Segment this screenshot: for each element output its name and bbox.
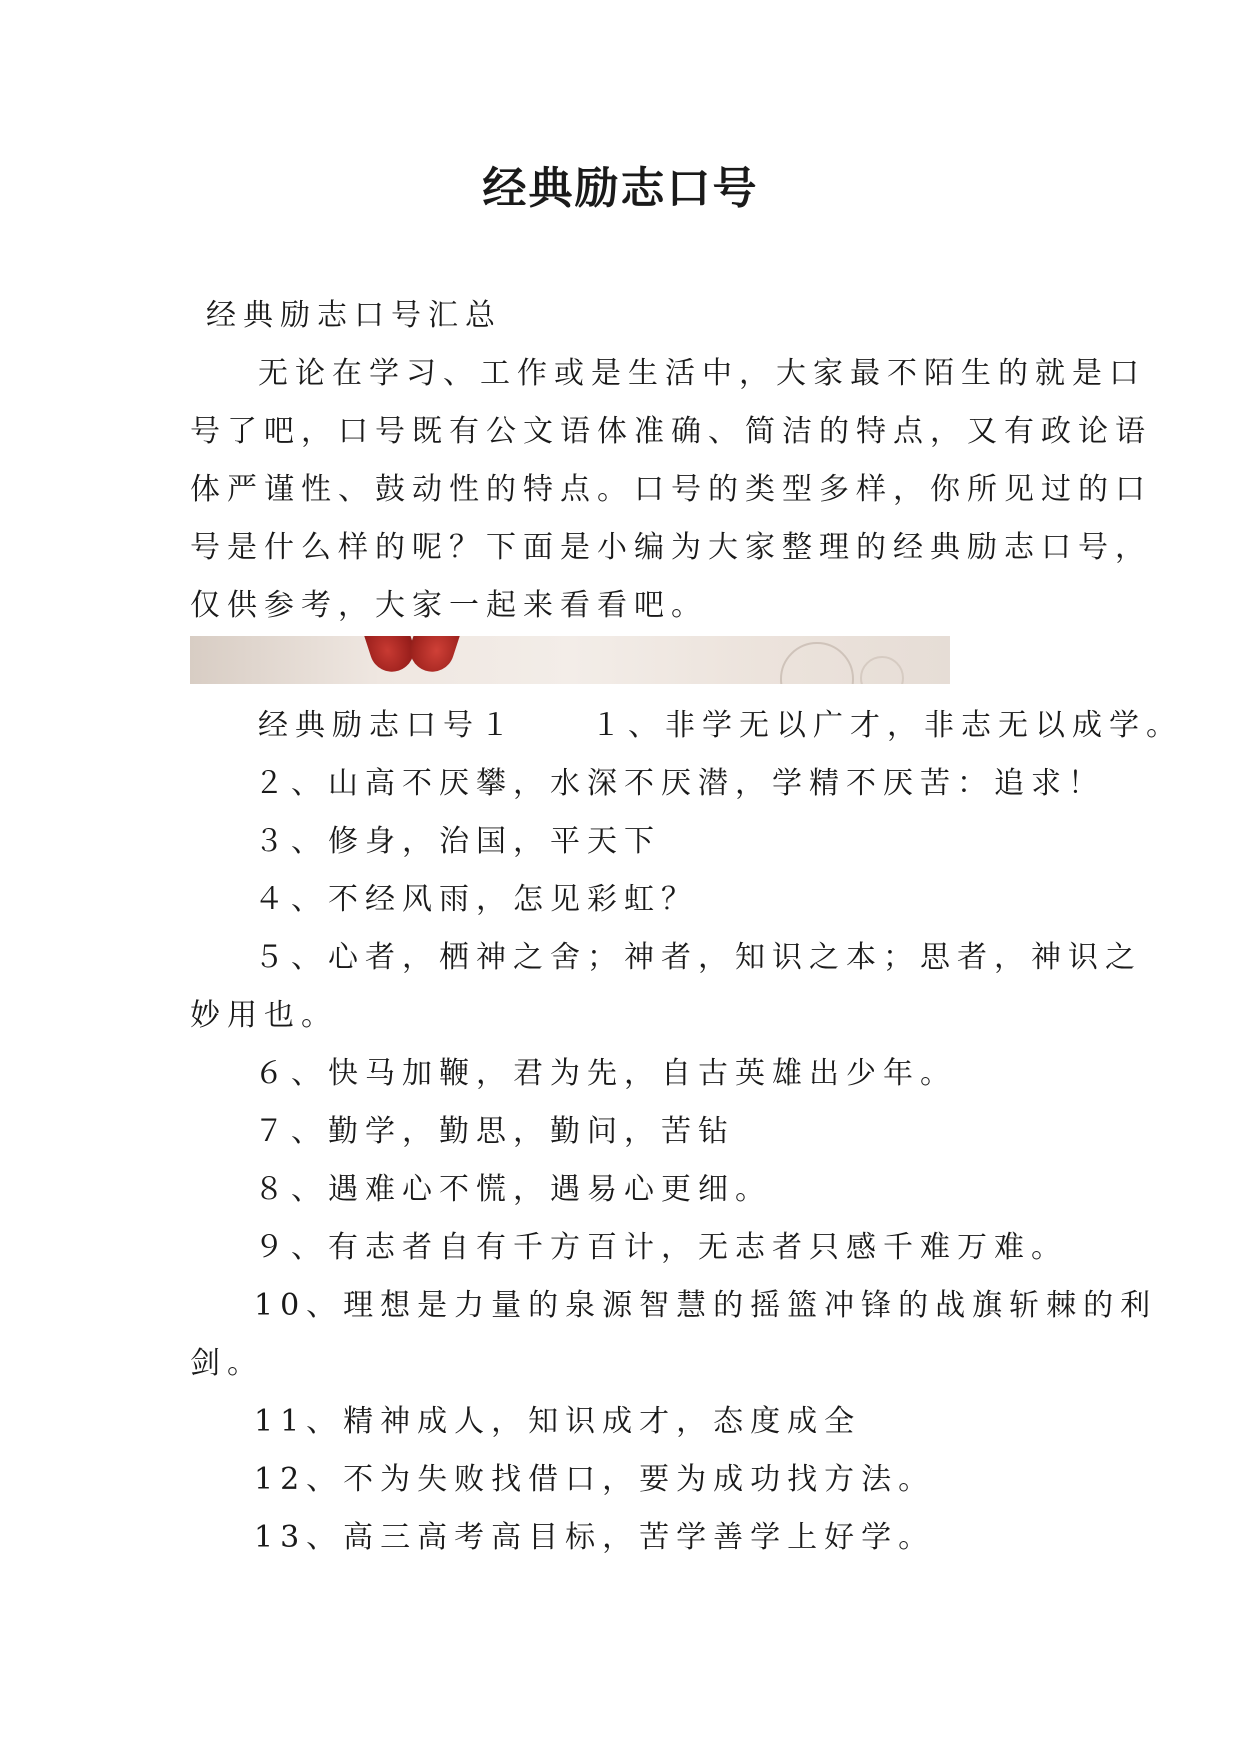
list-item: ３、修身，治国，平天下: [254, 824, 661, 859]
red-petal-decoration: [404, 636, 463, 677]
document-subtitle: 经典励志口号汇总: [206, 298, 502, 333]
list-item: ７、勤学，勤思，勤问，苦钻: [254, 1114, 735, 1149]
intro-line: 号了吧，口号既有公文语体准确、简洁的特点，又有政论语: [190, 414, 1152, 449]
list-item: ２、山高不厌攀，水深不厌潜，学精不厌苦：追求！: [254, 766, 1105, 801]
document-title: 经典励志口号: [482, 163, 759, 214]
list-item: ９、有志者自有千方百计，无志者只感千难万难。: [254, 1230, 1068, 1265]
section-heading-line: 经典励志口号１ １、非学无以广才，非志无以成学。: [258, 708, 1183, 743]
list-item: ６、快马加鞭，君为先，自古英雄出少年。: [254, 1056, 957, 1091]
list-item: ８、遇难心不慌，遇易心更细。: [254, 1172, 772, 1207]
list-item: 11、精神成人，知识成才，态度成全: [254, 1404, 862, 1439]
swirl-decoration: [860, 656, 904, 684]
list-item: 12、不为失败找借口，要为成功找方法。: [254, 1462, 936, 1497]
list-item-continuation: 剑。: [190, 1346, 264, 1381]
intro-line: 无论在学习、工作或是生活中，大家最不陌生的就是口: [258, 356, 1146, 391]
list-item: 10、理想是力量的泉源智慧的摇篮冲锋的战旗斩棘的利: [254, 1288, 1158, 1323]
list-item: ５、心者，栖神之舍；神者，知识之本；思者，神识之: [254, 940, 1142, 975]
list-item: 13、高三高考高目标，苦学善学上好学。: [254, 1520, 936, 1555]
swirl-decoration: [780, 642, 854, 684]
list-item-continuation: 妙用也。: [190, 998, 338, 1033]
decorative-banner-image: [190, 636, 950, 684]
intro-line: 号是什么样的呢？下面是小编为大家整理的经典励志口号，: [190, 530, 1152, 565]
intro-line: 仅供参考，大家一起来看看吧。: [190, 588, 708, 623]
list-item: ４、不经风雨，怎见彩虹？: [254, 882, 698, 917]
intro-line: 体严谨性、鼓动性的特点。口号的类型多样，你所见过的口: [190, 472, 1152, 507]
